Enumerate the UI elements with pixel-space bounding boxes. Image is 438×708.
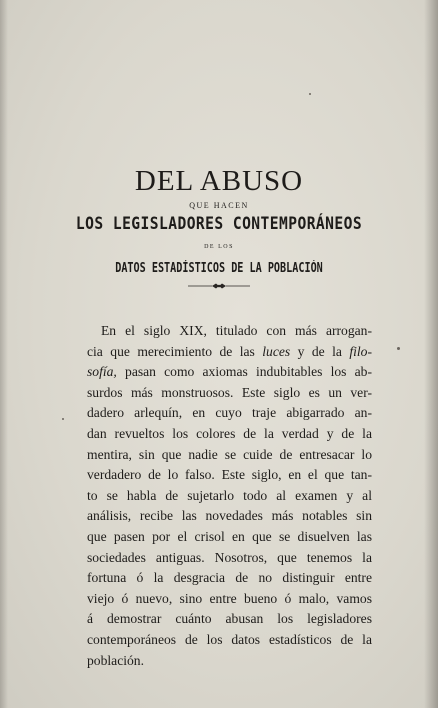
opening-paragraph	[87, 321, 372, 671]
paragraph-line	[87, 383, 372, 404]
title-connector-que-hacen: QUE HACEN	[189, 201, 249, 210]
line-text: pasan como axiomas indubitables los ab-	[116, 364, 372, 380]
chapter-subtitle-datos: DATOS ESTADÍSTICOS DE LA POBLACIÓN	[115, 261, 323, 276]
italic-word: luces	[262, 343, 291, 359]
page-right-shadow	[424, 0, 438, 708]
line-text: fortuna ó la desgracia de no distinguir entre	[87, 570, 372, 586]
line-text: to se habla de sujetarlo todo al examen y al	[87, 487, 372, 503]
paragraph-line	[87, 568, 372, 589]
line-text: surdos más monstruosos. Este siglo es un ver-	[87, 384, 372, 400]
paragraph-line	[87, 486, 372, 507]
paragraph-line	[87, 321, 372, 342]
chapter-subtitle-legisladores: LOS LEGISLADORES CONTEMPORÁNEOS	[75, 214, 363, 234]
line-text: que pasen por el crisol en que se disuelven las	[87, 528, 372, 544]
paragraph-line	[87, 362, 372, 383]
paragraph-line	[87, 548, 372, 569]
line-text: verdadero de lo falso. Este siglo, en el que tan-	[87, 467, 372, 483]
paragraph-line	[87, 424, 372, 445]
line-text: población.	[87, 652, 145, 668]
paper-speck	[397, 347, 400, 350]
line-text: cia que merecimiento de las	[87, 343, 263, 359]
line-text: contemporáneos de los datos estadísticos de la	[87, 631, 372, 647]
paper-speck	[309, 93, 311, 95]
paper-speck	[62, 418, 64, 420]
ornament-divider-icon	[186, 282, 252, 290]
line-text: dadero arlequín, en cuyo traje abigarrado an-	[87, 405, 372, 421]
paragraph-line	[87, 527, 372, 548]
paragraph-line	[87, 445, 372, 466]
line-text: análisis, recibe las novedades más notables sin	[87, 508, 372, 524]
paragraph-line	[87, 465, 372, 486]
paragraph-line	[87, 630, 372, 651]
line-text: viejo ó nuevo, sino entre bueno ó malo, vamos	[87, 590, 372, 606]
line-text: mentira, sin que nadie se cuide de entresacar lo	[87, 446, 372, 462]
page-left-shadow	[0, 0, 8, 708]
paragraph-line	[87, 403, 372, 424]
italic-word: sofía,	[87, 364, 117, 380]
paragraph-line	[87, 609, 372, 630]
line-text: y de la	[290, 343, 350, 359]
paragraph-line	[87, 342, 372, 363]
italic-word: filo-	[349, 343, 372, 359]
paragraph-line	[87, 651, 372, 672]
paragraph-line	[87, 589, 372, 610]
line-text: En el siglo XIX, titulado con más arrogan-	[101, 323, 372, 338]
paragraph-line	[87, 506, 372, 527]
chapter-title: DEL ABUSO	[134, 165, 304, 197]
line-text: á demostrar cuánto abusan los legisladores	[87, 611, 372, 627]
title-connector-de-los: DE LOS	[204, 244, 234, 250]
line-text: sociedades antiguas. Nosotros, que tenemos la	[87, 549, 372, 565]
line-text: dan revueltos los colores de la verdad y de la	[87, 425, 372, 441]
